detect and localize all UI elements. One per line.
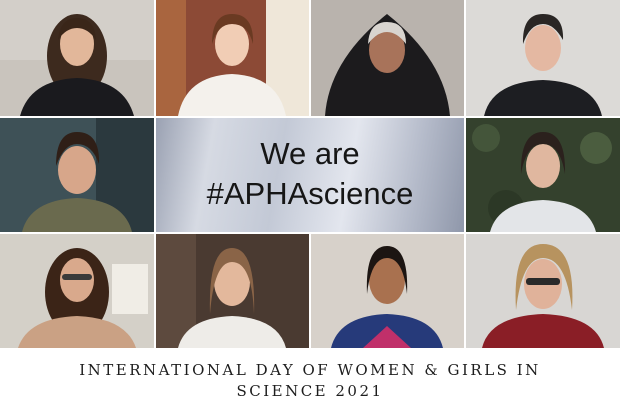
hashtag-text: #APHAscience <box>206 176 414 212</box>
portrait-8 <box>156 234 309 348</box>
title-panel <box>156 118 464 232</box>
caption-line-2: SCIENCE 2021 <box>236 382 384 400</box>
portrait-3 <box>311 0 464 116</box>
portrait-1 <box>0 0 154 116</box>
portrait-6 <box>466 118 620 232</box>
portrait-4 <box>466 0 620 116</box>
caption-line-1: INTERNATIONAL DAY OF WOMEN & GIRLS IN <box>79 361 541 379</box>
portrait-7 <box>0 234 154 348</box>
portrait-2 <box>156 0 309 116</box>
event-caption <box>0 350 620 413</box>
we-are-text: We are <box>260 136 360 172</box>
portrait-10 <box>466 234 620 348</box>
portrait-9 <box>311 234 464 348</box>
portrait-5 <box>0 118 154 232</box>
